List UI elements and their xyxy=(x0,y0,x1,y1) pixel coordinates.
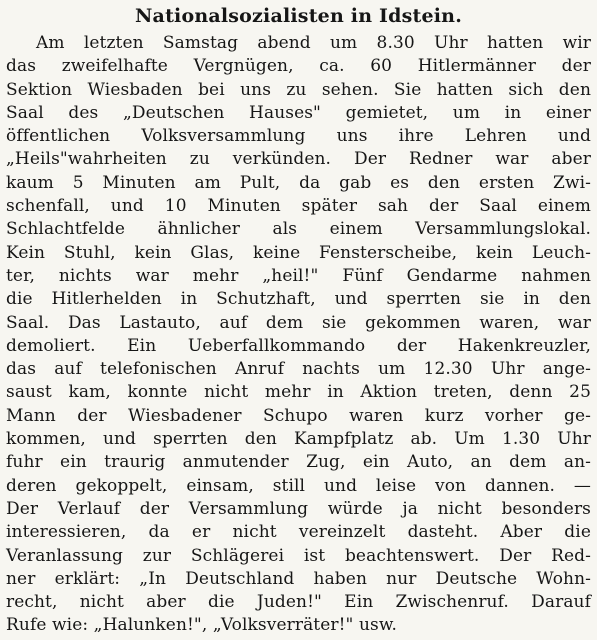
article-line: Saal des „Deutschen Hauses" gemietet, um in einer xyxy=(6,102,591,123)
article-line: Saal. Das Lastauto, auf dem sie gekommen waren, war xyxy=(6,312,591,333)
article-line: recht, nicht aber die Juden!" Ein Zwischenruf. Darauf xyxy=(6,592,591,613)
article-line: demoliert. Ein Ueberfallkommando der Hakenkreuzler, xyxy=(6,335,591,356)
article-line: Rufe wie: „Halunken!", „Volksverräter!" usw. xyxy=(6,615,397,636)
article-line: Mann der Wiesbadener Schupo waren kurz vorher ge- xyxy=(6,405,591,426)
article-line: kommen, und sperrten den Kampfplatz ab. Um 1.30 Uhr xyxy=(6,429,591,450)
article-line: „Heils"wahrheiten zu verkünden. Der Redner war aber xyxy=(6,149,591,170)
article-line: Veranlassung zur Schlägerei ist beachtenswert. Der Red- xyxy=(6,545,591,566)
article-line: das auf telefonischen Anruf nachts um 12.30 Uhr ange- xyxy=(6,359,591,380)
article-line: öffentlichen Volksversammlung uns ihre Lehren und xyxy=(6,126,591,147)
article-line: deren gekoppelt, einsam, still und leise von dannen. — xyxy=(6,475,591,496)
article-headline: Nationalsozialisten in Idstein. xyxy=(134,5,463,27)
article-body xyxy=(6,32,591,638)
article-line: Schlachtfelde ähnlicher als einem Versammlungslokal. xyxy=(6,219,591,240)
article-line: Sektion Wiesbaden bei uns zu sehen. Sie hatten sich den xyxy=(6,79,591,100)
article-line: Am letzten Samstag abend um 8.30 Uhr hatten wir xyxy=(36,33,591,53)
article-line: ner erklärt: „In Deutschland haben nur Deutsche Wohn- xyxy=(6,568,591,589)
article-line: schenfall, und 10 Minuten später sah der Saal einem xyxy=(6,196,591,217)
article-line: Der Verlauf der Versammlung würde ja nicht besonders xyxy=(6,498,591,519)
article-line: fuhr ein traurig anmutender Zug, ein Auto, an dem an- xyxy=(6,452,591,473)
article-line: die Hitlerhelden in Schutzhaft, und sperrten sie in den xyxy=(6,289,591,310)
article-line: Kein Stuhl, kein Glas, keine Fensterscheibe, kein Leuch- xyxy=(6,242,591,263)
article-line: saust kam, konnte nicht mehr in Aktion treten, denn 25 xyxy=(6,382,591,403)
article-line: interessieren, da er nicht vereinzelt dasteht. Aber die xyxy=(6,522,591,543)
article-line: kaum 5 Minuten am Pult, da gab es den ersten Zwi- xyxy=(6,172,591,193)
article-line: das zweifelhafte Vergnügen, ca. 60 Hitlermänner der xyxy=(6,56,591,77)
article-line: ter, nichts war mehr „heil!" Fünf Gendarme nahmen xyxy=(6,265,591,286)
